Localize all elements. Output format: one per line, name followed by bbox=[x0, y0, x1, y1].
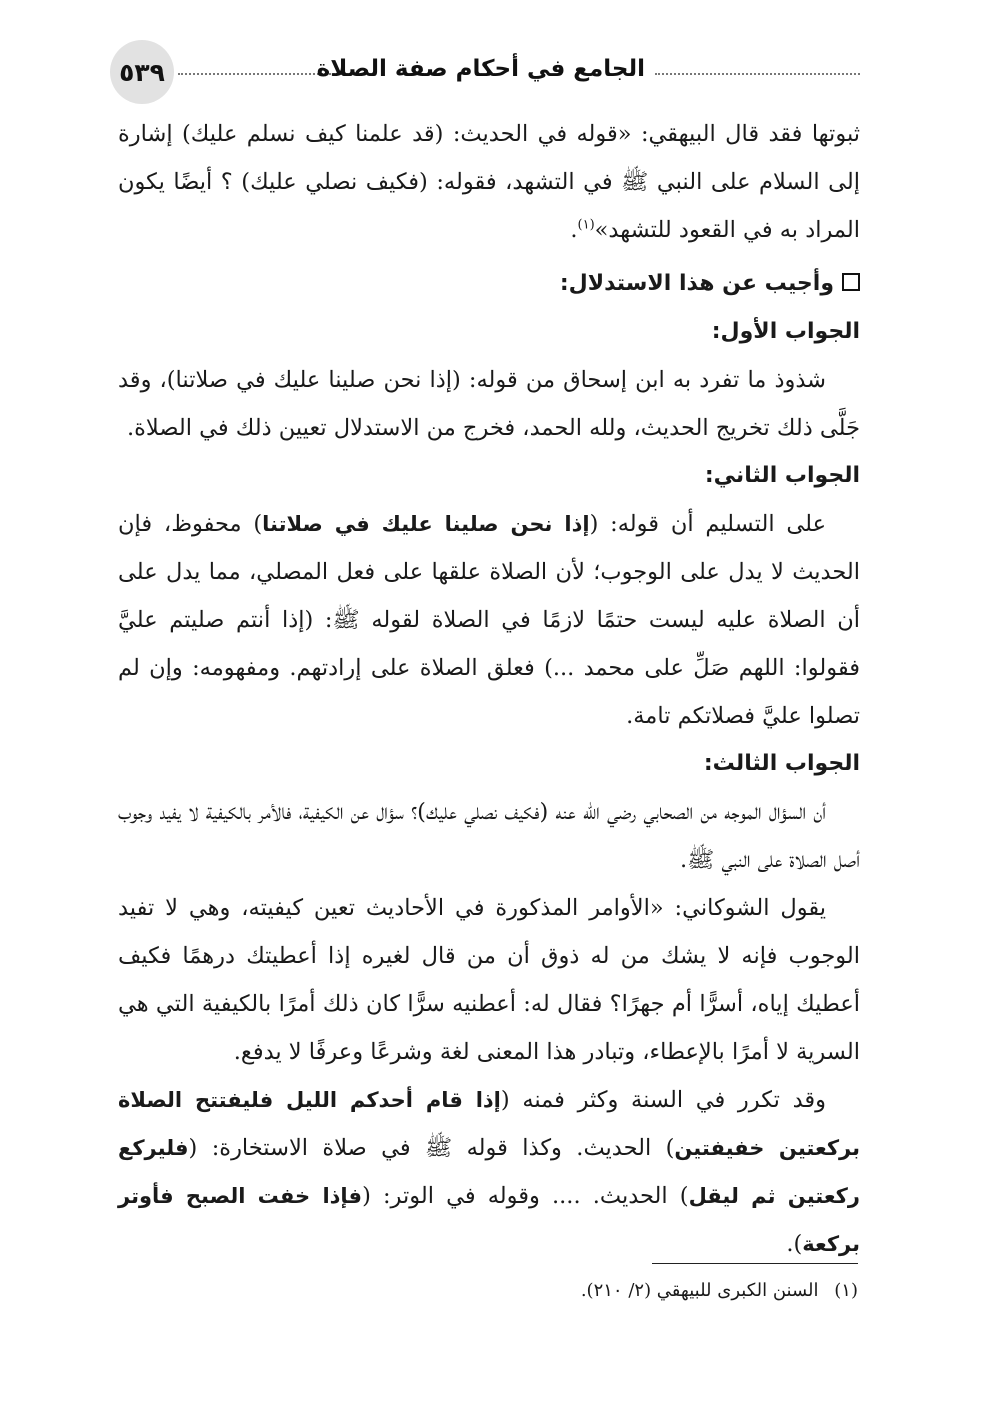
footnote-divider bbox=[652, 1263, 858, 1264]
footnote-text: السنن الكبرى للبيهقي (٢/ ٢١٠). bbox=[580, 1280, 819, 1301]
heading-first-answer: الجواب الأول: bbox=[711, 319, 860, 344]
footnote-reference[interactable]: (١) bbox=[577, 217, 595, 233]
footnote-number: (١) bbox=[834, 1280, 858, 1301]
section-heading-answers: وأجيب عن هذا الاستدلال: bbox=[118, 260, 860, 308]
paragraph-bayhaqi-quote: ثبوتها فقد قال البيهقي: «قوله في الحديث: (قد علمنا كيف نسلم عليك) إشارة إلى السلام على النبي ﷺ في التشهد، فقوله: (فكيف نصلي عليك) ؟ أيضًا يكون المراد به في القعود للتشهد»$^{(١)}$. bbox=[118, 121, 860, 243]
page-header bbox=[100, 40, 860, 100]
paragraph-second-answer: على التسليم أن قوله: (إذا نحن صلينا عليك في صلاتنا) محفوظ، فإن الحديث لا يدل على الوجوب؛ لأن الصلاة علقها على فعل المصلي، مما يدل على أن الصلاة عليه ليست حتمًا لازمًا في الصلاة لقوله ﷺ: (إذا أنتم صليتم عليَّ فقولوا: اللهم صَلِّ على محمد ...) فعلق الصلاة على إرادتهم. ومفهومه: وإن لم تصلوا عليَّ فصلاتكم تامة. bbox=[118, 511, 860, 729]
paragraph-first-answer: شذوذ ما تفرد به ابن إسحاق من قوله: (إذا نحن صلينا عليك في صلاتنا)، وقد جَلَّى ذلك تخريج الحديث، ولله الحمد، فخرج من الاستدلال تعيين ذلك في الصلاة. bbox=[118, 367, 860, 441]
header-dotted-leader-right bbox=[655, 73, 860, 75]
page-body bbox=[118, 110, 860, 1268]
running-title: الجامع في أحكام صفة الصلاة bbox=[316, 56, 645, 82]
bold-hadith-istikhara: فليركع ركعتين ثم ليقل bbox=[118, 1136, 860, 1208]
paragraph-third-answer: أن السؤال الموجه من الصحابي رضي الله عنه (فكيف نصلي عليك)؟ سؤال عن الكيفية، فالأمر بالكيفية لا يفيد وجوب أصل الصلاة على النبي ﷺ. bbox=[118, 799, 860, 873]
paragraph-sunnah-examples: وقد تكرر في السنة وكثر فمنه (إذا قام أحدكم الليل فليفتتح الصلاة بركعتين خفيفتين) الحديث. وكذا قوله ﷺ في صلاة الاستخارة: (فليركع ركعتين ثم ليقل) الحديث. .... وقوله في الوتر: (فإذا خفت الصبح فأوتر بركعة). bbox=[118, 1087, 860, 1257]
footnote bbox=[158, 1278, 858, 1304]
page-number-badge: ٥٣٩ bbox=[110, 40, 174, 104]
bold-hadith-witr: فإذا خفت الصبح فأوتر بركعة bbox=[118, 1184, 860, 1256]
paragraph-shawkani-quote: يقول الشوكاني: «الأوامر المذكورة في الأحاديث تعين كيفيته، وهي لا تفيد الوجوب فإنه لا يشك من له ذوق أن من قال لغيره إذا أعطيتك درهمًا فكيف أعطيك إياه، أسرًّا أم جهرًا؟ فقال له: أعطنيه سرًّا كان ذلك أمرًا بالكيفية التي هي السرية لا أمرًا بالإعطاء، وتبادر هذا المعنى لغة وشرعًا وعرفًا لا يدفع. bbox=[118, 895, 860, 1065]
bold-hadith-phrase: إذا نحن صلينا عليك في صلاتنا bbox=[262, 512, 590, 536]
bold-hadith-night-prayer: إذا قام أحدكم الليل فليفتتح الصلاة بركعتين خفيفتين bbox=[118, 1088, 860, 1160]
heading-third-answer: الجواب الثالث: bbox=[703, 751, 860, 776]
heading-second-answer: الجواب الثاني: bbox=[704, 463, 860, 488]
checkbox-square-icon bbox=[842, 273, 860, 291]
